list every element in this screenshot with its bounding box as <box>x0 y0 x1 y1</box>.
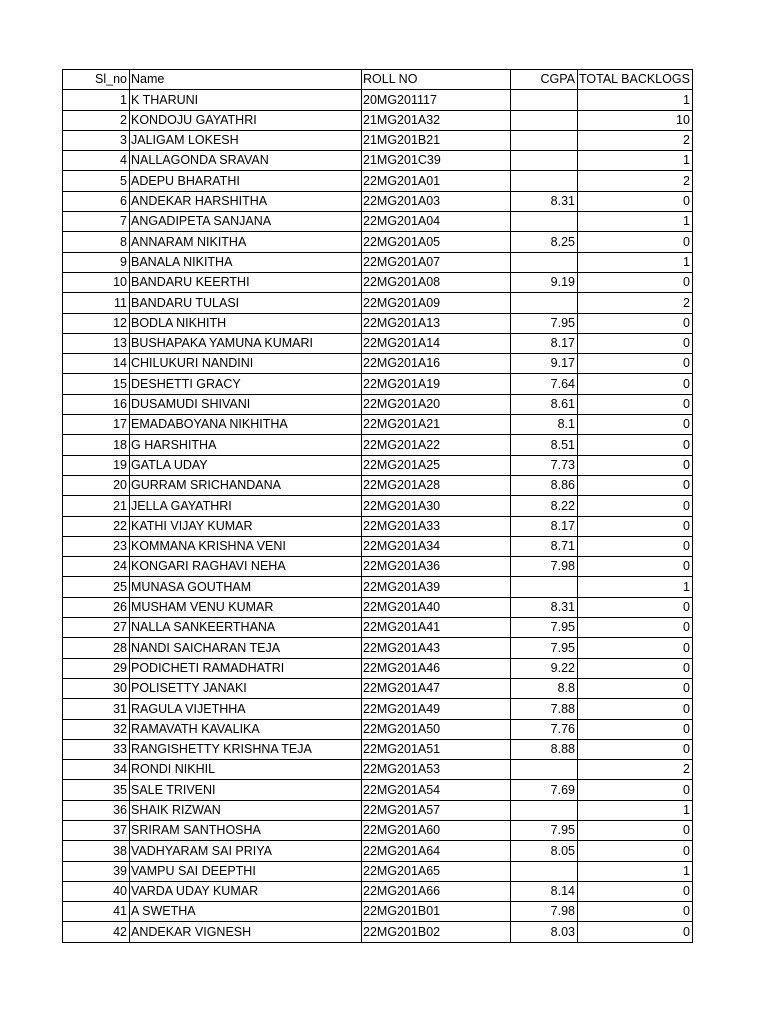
cell-cgpa[interactable] <box>511 760 578 780</box>
table-row <box>63 800 693 820</box>
cell-total-backlogs[interactable]: 2 <box>578 760 693 780</box>
cell-cgpa[interactable]: 8.31 <box>511 191 578 211</box>
cell-name[interactable]: G HARSHITHA <box>130 435 362 455</box>
cell-total-backlogs[interactable]: 0 <box>578 415 693 435</box>
cell-total-backlogs[interactable]: 0 <box>578 394 693 414</box>
cell-sl-no[interactable]: 12 <box>63 313 130 333</box>
cell-name[interactable]: SALE TRIVENI <box>130 780 362 800</box>
cell-total-backlogs[interactable]: 0 <box>578 272 693 292</box>
table-row <box>63 678 693 698</box>
cell-roll-no[interactable]: 20MG201117 <box>362 90 511 110</box>
cell-total-backlogs[interactable]: 0 <box>578 475 693 495</box>
cell-name[interactable]: MUNASA GOUTHAM <box>130 577 362 597</box>
cell-name[interactable]: JALIGAM LOKESH <box>130 130 362 150</box>
cell-total-backlogs[interactable]: 0 <box>578 232 693 252</box>
cell-total-backlogs[interactable]: 1 <box>578 151 693 171</box>
cell-roll-no[interactable]: 22MG201A49 <box>362 699 511 719</box>
cell-name[interactable]: SHAIK RIZWAN <box>130 800 362 820</box>
cell-sl-no[interactable]: 32 <box>63 719 130 739</box>
cell-sl-no[interactable]: 30 <box>63 678 130 698</box>
cell-sl-no[interactable]: 34 <box>63 760 130 780</box>
cell-roll-no[interactable]: 22MG201A66 <box>362 881 511 901</box>
cell-name[interactable]: ANGADIPETA SANJANA <box>130 212 362 232</box>
cell-total-backlogs[interactable]: 1 <box>578 577 693 597</box>
cell-total-backlogs[interactable]: 0 <box>578 536 693 556</box>
cell-sl-no[interactable]: 39 <box>63 861 130 881</box>
table-row <box>63 699 693 719</box>
table-row <box>63 536 693 556</box>
cell-cgpa[interactable] <box>511 293 578 313</box>
cell-cgpa[interactable]: 7.76 <box>511 719 578 739</box>
cell-name[interactable]: VADHYARAM SAI PRIYA <box>130 841 362 861</box>
cell-total-backlogs[interactable]: 0 <box>578 638 693 658</box>
table-row <box>63 212 693 232</box>
cell-roll-no[interactable]: 22MG201A21 <box>362 415 511 435</box>
cell-name[interactable]: NALLAGONDA SRAVAN <box>130 151 362 171</box>
cell-roll-no[interactable]: 22MG201A20 <box>362 394 511 414</box>
cell-roll-no[interactable]: 22MG201A03 <box>362 191 511 211</box>
cell-name[interactable]: RAMAVATH KAVALIKA <box>130 719 362 739</box>
cell-roll-no[interactable]: 22MG201A64 <box>362 841 511 861</box>
cell-cgpa[interactable]: 8.8 <box>511 678 578 698</box>
cell-total-backlogs[interactable]: 0 <box>578 516 693 536</box>
table-row <box>63 333 693 353</box>
table-row <box>63 780 693 800</box>
cell-name[interactable]: DESHETTI GRACY <box>130 374 362 394</box>
cell-sl-no[interactable]: 28 <box>63 638 130 658</box>
cell-name[interactable]: NALLA SANKEERTHANA <box>130 618 362 638</box>
table-row <box>63 374 693 394</box>
header-roll-no[interactable]: ROLL NO <box>362 70 511 90</box>
cell-roll-no[interactable]: 22MG201A46 <box>362 658 511 678</box>
cell-cgpa[interactable]: 8.31 <box>511 597 578 617</box>
cell-sl-no[interactable]: 8 <box>63 232 130 252</box>
table-row <box>63 475 693 495</box>
cell-total-backlogs[interactable]: 2 <box>578 171 693 191</box>
cell-sl-no[interactable]: 29 <box>63 658 130 678</box>
cell-roll-no[interactable]: 22MG201A09 <box>362 293 511 313</box>
cell-sl-no[interactable]: 33 <box>63 739 130 759</box>
cell-sl-no[interactable]: 21 <box>63 496 130 516</box>
cell-cgpa[interactable]: 7.64 <box>511 374 578 394</box>
cell-cgpa[interactable]: 8.51 <box>511 435 578 455</box>
cell-total-backlogs[interactable]: 0 <box>578 374 693 394</box>
cell-sl-no[interactable]: 31 <box>63 699 130 719</box>
table-row <box>63 191 693 211</box>
cell-total-backlogs[interactable]: 0 <box>578 313 693 333</box>
cell-name[interactable]: ANDEKAR HARSHITHA <box>130 191 362 211</box>
table-row <box>63 151 693 171</box>
cell-name[interactable]: KATHI VIJAY KUMAR <box>130 516 362 536</box>
cell-name[interactable]: ANNARAM NIKITHA <box>130 232 362 252</box>
cell-sl-no[interactable]: 38 <box>63 841 130 861</box>
cell-total-backlogs[interactable]: 0 <box>578 922 693 942</box>
cell-roll-no[interactable]: 22MG201A05 <box>362 232 511 252</box>
cell-cgpa[interactable]: 7.98 <box>511 557 578 577</box>
cell-sl-no[interactable]: 41 <box>63 902 130 922</box>
cell-roll-no[interactable]: 22MG201B02 <box>362 922 511 942</box>
table-row <box>63 760 693 780</box>
cell-cgpa[interactable]: 7.95 <box>511 313 578 333</box>
cell-sl-no[interactable]: 17 <box>63 415 130 435</box>
cell-name[interactable]: VARDA UDAY KUMAR <box>130 881 362 901</box>
header-sl-no[interactable]: Sl_no <box>63 70 130 90</box>
cell-roll-no[interactable]: 22MG201B01 <box>362 902 511 922</box>
cell-roll-no[interactable]: 22MG201A19 <box>362 374 511 394</box>
table-row <box>63 110 693 130</box>
cell-total-backlogs[interactable]: 0 <box>578 658 693 678</box>
cell-name[interactable]: A SWETHA <box>130 902 362 922</box>
table-row <box>63 881 693 901</box>
table-row <box>63 415 693 435</box>
cell-name[interactable]: EMADABOYANA NIKHITHA <box>130 415 362 435</box>
cell-cgpa[interactable] <box>511 861 578 881</box>
cell-cgpa[interactable]: 8.03 <box>511 922 578 942</box>
table-row <box>63 516 693 536</box>
cell-roll-no[interactable]: 22MG201A04 <box>362 212 511 232</box>
cell-sl-no[interactable]: 27 <box>63 618 130 638</box>
cell-sl-no[interactable]: 22 <box>63 516 130 536</box>
cell-total-backlogs[interactable]: 1 <box>578 252 693 272</box>
table-row <box>63 272 693 292</box>
cell-total-backlogs[interactable]: 2 <box>578 130 693 150</box>
cell-roll-no[interactable]: 22MG201A54 <box>362 780 511 800</box>
cell-sl-no[interactable]: 40 <box>63 881 130 901</box>
table-row <box>63 557 693 577</box>
cell-total-backlogs[interactable]: 0 <box>578 841 693 861</box>
spreadsheet <box>62 69 693 943</box>
cell-roll-no[interactable]: 22MG201A07 <box>362 252 511 272</box>
cell-name[interactable]: K THARUNI <box>130 90 362 110</box>
cell-cgpa[interactable]: 9.17 <box>511 354 578 374</box>
cell-name[interactable]: BANDARU TULASI <box>130 293 362 313</box>
cell-cgpa[interactable]: 8.17 <box>511 333 578 353</box>
cell-total-backlogs[interactable]: 0 <box>578 618 693 638</box>
table-row <box>63 861 693 881</box>
cell-sl-no[interactable]: 7 <box>63 212 130 232</box>
table-row <box>63 313 693 333</box>
cell-name[interactable]: DUSAMUDI SHIVANI <box>130 394 362 414</box>
cell-name[interactable]: CHILUKURI NANDINI <box>130 354 362 374</box>
cell-cgpa[interactable]: 8.1 <box>511 415 578 435</box>
cell-cgpa[interactable] <box>511 577 578 597</box>
cell-total-backlogs[interactable]: 0 <box>578 719 693 739</box>
cell-cgpa[interactable] <box>511 151 578 171</box>
cell-roll-no[interactable]: 22MG201A34 <box>362 536 511 556</box>
cell-roll-no[interactable]: 22MG201A65 <box>362 861 511 881</box>
cell-name[interactable]: PODICHETI RAMADHATRI <box>130 658 362 678</box>
cell-name[interactable]: VAMPU SAI DEEPTHI <box>130 861 362 881</box>
cell-roll-no[interactable]: 21MG201B21 <box>362 130 511 150</box>
table-body <box>63 90 693 942</box>
cell-roll-no[interactable]: 22MG201A13 <box>362 313 511 333</box>
cell-name[interactable]: BUSHAPAKA YAMUNA KUMARI <box>130 333 362 353</box>
cell-roll-no[interactable]: 22MG201A43 <box>362 638 511 658</box>
cell-name[interactable]: ANDEKAR VIGNESH <box>130 922 362 942</box>
cell-cgpa[interactable] <box>511 130 578 150</box>
cell-cgpa[interactable]: 8.25 <box>511 232 578 252</box>
cell-sl-no[interactable]: 4 <box>63 151 130 171</box>
cell-roll-no[interactable]: 22MG201A57 <box>362 800 511 820</box>
cell-cgpa[interactable]: 7.88 <box>511 699 578 719</box>
cell-name[interactable]: JELLA GAYATHRI <box>130 496 362 516</box>
cell-total-backlogs[interactable]: 0 <box>578 597 693 617</box>
cell-total-backlogs[interactable]: 0 <box>578 455 693 475</box>
table-row <box>63 739 693 759</box>
cell-cgpa[interactable]: 9.19 <box>511 272 578 292</box>
cell-sl-no[interactable]: 15 <box>63 374 130 394</box>
cell-cgpa[interactable]: 8.22 <box>511 496 578 516</box>
cell-roll-no[interactable]: 22MG201A14 <box>362 333 511 353</box>
cell-roll-no[interactable]: 21MG201C39 <box>362 151 511 171</box>
table-row <box>63 354 693 374</box>
cell-total-backlogs[interactable]: 0 <box>578 820 693 840</box>
table-row <box>63 496 693 516</box>
cell-total-backlogs[interactable]: 0 <box>578 496 693 516</box>
cell-roll-no[interactable]: 22MG201A08 <box>362 272 511 292</box>
table-row <box>63 293 693 313</box>
header-name[interactable]: Name <box>130 70 362 90</box>
cell-total-backlogs[interactable]: 0 <box>578 557 693 577</box>
cell-name[interactable]: BANALA NIKITHA <box>130 252 362 272</box>
cell-cgpa[interactable]: 8.86 <box>511 475 578 495</box>
cell-roll-no[interactable]: 22MG201A22 <box>362 435 511 455</box>
cell-sl-no[interactable]: 11 <box>63 293 130 313</box>
cell-sl-no[interactable]: 13 <box>63 333 130 353</box>
table-row <box>63 455 693 475</box>
cell-roll-no[interactable]: 22MG201A47 <box>362 678 511 698</box>
cell-sl-no[interactable]: 19 <box>63 455 130 475</box>
table-row <box>63 577 693 597</box>
cell-cgpa[interactable] <box>511 171 578 191</box>
cell-cgpa[interactable]: 7.73 <box>511 455 578 475</box>
cell-sl-no[interactable]: 14 <box>63 354 130 374</box>
cell-roll-no[interactable]: 22MG201A39 <box>362 577 511 597</box>
cell-name[interactable]: KONDOJU GAYATHRI <box>130 110 362 130</box>
cell-total-backlogs[interactable]: 0 <box>578 780 693 800</box>
table-row <box>63 435 693 455</box>
cell-roll-no[interactable]: 22MG201A40 <box>362 597 511 617</box>
header-row <box>63 70 693 90</box>
cell-total-backlogs[interactable]: 0 <box>578 699 693 719</box>
cell-roll-no[interactable]: 22MG201A01 <box>362 171 511 191</box>
cell-name[interactable]: POLISETTY JANAKI <box>130 678 362 698</box>
cell-roll-no[interactable]: 22MG201A60 <box>362 820 511 840</box>
table-row <box>63 902 693 922</box>
cell-roll-no[interactable]: 22MG201A25 <box>362 455 511 475</box>
cell-cgpa[interactable]: 8.61 <box>511 394 578 414</box>
table-row <box>63 171 693 191</box>
cell-cgpa[interactable] <box>511 800 578 820</box>
cell-roll-no[interactable]: 21MG201A32 <box>362 110 511 130</box>
cell-sl-no[interactable]: 35 <box>63 780 130 800</box>
cell-sl-no[interactable]: 1 <box>63 90 130 110</box>
cell-sl-no[interactable]: 3 <box>63 130 130 150</box>
table-row <box>63 130 693 150</box>
cell-total-backlogs[interactable]: 2 <box>578 293 693 313</box>
student-table <box>62 69 693 943</box>
cell-name[interactable]: RAGULA VIJETHHA <box>130 699 362 719</box>
cell-name[interactable]: BODLA NIKHITH <box>130 313 362 333</box>
cell-roll-no[interactable]: 22MG201A51 <box>362 739 511 759</box>
cell-cgpa[interactable]: 7.95 <box>511 618 578 638</box>
header-cgpa[interactable]: CGPA <box>511 70 578 90</box>
cell-cgpa[interactable]: 9.22 <box>511 658 578 678</box>
cell-roll-no[interactable]: 22MG201A41 <box>362 618 511 638</box>
cell-cgpa[interactable]: 7.95 <box>511 638 578 658</box>
cell-cgpa[interactable] <box>511 90 578 110</box>
cell-name[interactable]: ADEPU BHARATHI <box>130 171 362 191</box>
cell-sl-no[interactable]: 42 <box>63 922 130 942</box>
cell-sl-no[interactable]: 23 <box>63 536 130 556</box>
cell-roll-no[interactable]: 22MG201A28 <box>362 475 511 495</box>
header-total-backlogs[interactable]: TOTAL BACKLOGS <box>578 70 693 90</box>
cell-sl-no[interactable]: 5 <box>63 171 130 191</box>
cell-cgpa[interactable]: 8.17 <box>511 516 578 536</box>
cell-total-backlogs[interactable]: 1 <box>578 800 693 820</box>
cell-sl-no[interactable]: 9 <box>63 252 130 272</box>
cell-roll-no[interactable]: 22MG201A16 <box>362 354 511 374</box>
cell-sl-no[interactable]: 2 <box>63 110 130 130</box>
cell-total-backlogs[interactable]: 0 <box>578 354 693 374</box>
cell-total-backlogs[interactable]: 0 <box>578 678 693 698</box>
cell-total-backlogs[interactable]: 0 <box>578 881 693 901</box>
cell-sl-no[interactable]: 16 <box>63 394 130 414</box>
cell-roll-no[interactable]: 22MG201A50 <box>362 719 511 739</box>
table-row <box>63 638 693 658</box>
cell-cgpa[interactable]: 7.95 <box>511 820 578 840</box>
cell-sl-no[interactable]: 36 <box>63 800 130 820</box>
cell-name[interactable]: RANGISHETTY KRISHNA TEJA <box>130 739 362 759</box>
cell-name[interactable]: MUSHAM VENU KUMAR <box>130 597 362 617</box>
cell-total-backlogs[interactable]: 1 <box>578 90 693 110</box>
cell-total-backlogs[interactable]: 0 <box>578 191 693 211</box>
cell-name[interactable]: SRIRAM SANTHOSHA <box>130 820 362 840</box>
cell-total-backlogs[interactable]: 0 <box>578 739 693 759</box>
cell-cgpa[interactable] <box>511 110 578 130</box>
cell-cgpa[interactable]: 8.05 <box>511 841 578 861</box>
table-row <box>63 820 693 840</box>
cell-sl-no[interactable]: 37 <box>63 820 130 840</box>
table-row <box>63 618 693 638</box>
cell-cgpa[interactable] <box>511 212 578 232</box>
cell-total-backlogs[interactable]: 1 <box>578 212 693 232</box>
cell-name[interactable]: GATLA UDAY <box>130 455 362 475</box>
table-row <box>63 252 693 272</box>
table-row <box>63 922 693 942</box>
table-row <box>63 719 693 739</box>
cell-sl-no[interactable]: 20 <box>63 475 130 495</box>
cell-name[interactable]: BANDARU KEERTHI <box>130 272 362 292</box>
table-row <box>63 232 693 252</box>
cell-total-backlogs[interactable]: 0 <box>578 902 693 922</box>
cell-name[interactable]: NANDI SAICHARAN TEJA <box>130 638 362 658</box>
cell-cgpa[interactable]: 7.69 <box>511 780 578 800</box>
cell-sl-no[interactable]: 25 <box>63 577 130 597</box>
cell-roll-no[interactable]: 22MG201A36 <box>362 557 511 577</box>
table-row <box>63 841 693 861</box>
table-row <box>63 90 693 110</box>
cell-sl-no[interactable]: 10 <box>63 272 130 292</box>
table-row <box>63 658 693 678</box>
cell-cgpa[interactable]: 8.88 <box>511 739 578 759</box>
cell-name[interactable]: KOMMANA KRISHNA VENI <box>130 536 362 556</box>
cell-name[interactable]: RONDI NIKHIL <box>130 760 362 780</box>
table-row <box>63 394 693 414</box>
cell-total-backlogs[interactable]: 0 <box>578 435 693 455</box>
table-row <box>63 597 693 617</box>
cell-sl-no[interactable]: 26 <box>63 597 130 617</box>
cell-roll-no[interactable]: 22MG201A33 <box>362 516 511 536</box>
cell-total-backlogs[interactable]: 0 <box>578 333 693 353</box>
cell-total-backlogs[interactable]: 1 <box>578 861 693 881</box>
cell-sl-no[interactable]: 6 <box>63 191 130 211</box>
cell-name[interactable]: GURRAM SRICHANDANA <box>130 475 362 495</box>
cell-roll-no[interactable]: 22MG201A53 <box>362 760 511 780</box>
cell-sl-no[interactable]: 24 <box>63 557 130 577</box>
cell-cgpa[interactable]: 7.98 <box>511 902 578 922</box>
cell-sl-no[interactable]: 18 <box>63 435 130 455</box>
cell-cgpa[interactable] <box>511 252 578 272</box>
cell-cgpa[interactable]: 8.71 <box>511 536 578 556</box>
cell-cgpa[interactable]: 8.14 <box>511 881 578 901</box>
cell-roll-no[interactable]: 22MG201A30 <box>362 496 511 516</box>
cell-total-backlogs[interactable]: 10 <box>578 110 693 130</box>
cell-name[interactable]: KONGARI RAGHAVI NEHA <box>130 557 362 577</box>
